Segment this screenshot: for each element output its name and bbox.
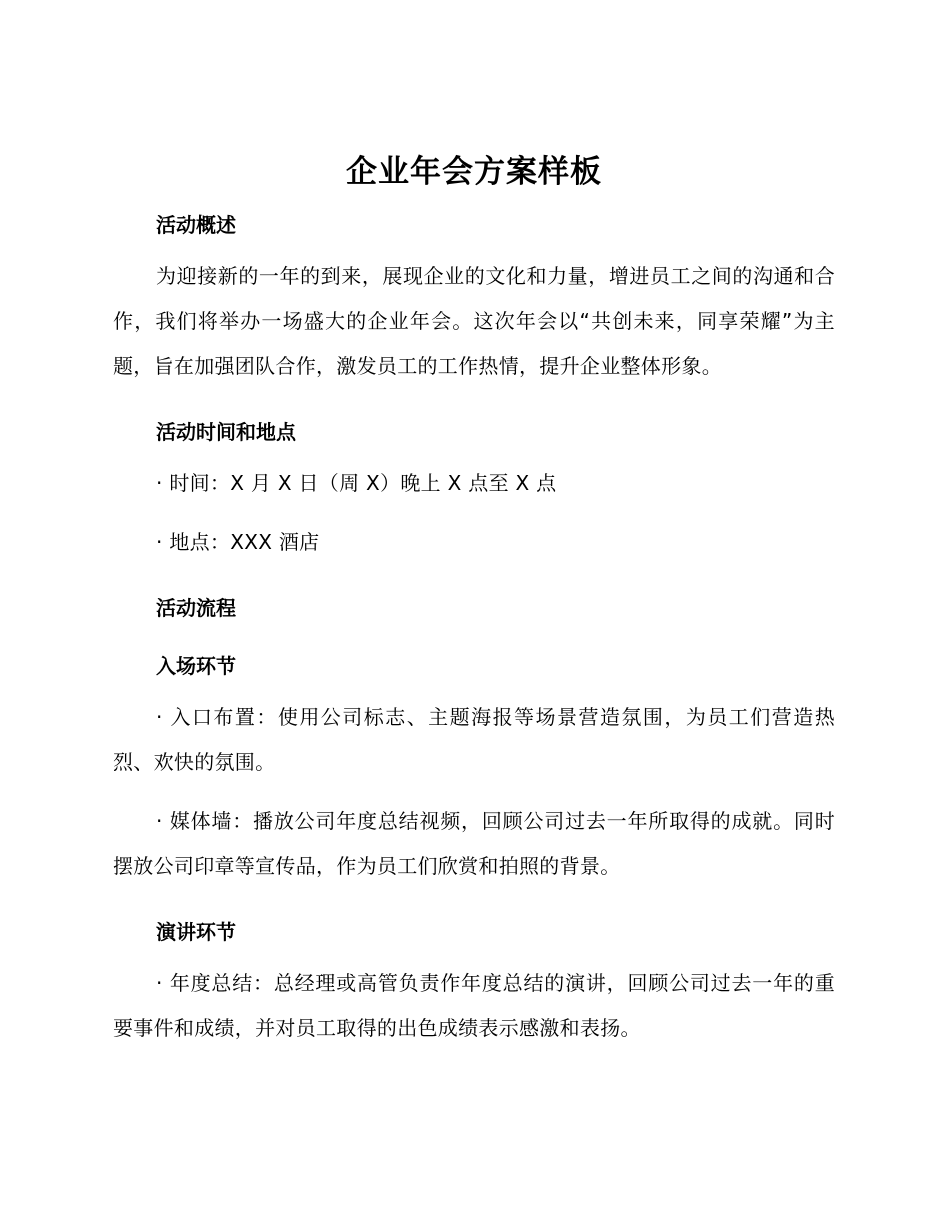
heading-entry: 入场环节 <box>156 654 236 678</box>
list-item-media-wall: · 媒体墙：播放公司年度总结视频，回顾公司过去一年所取得的成就。同时摆放公司印章等宣传品，作为员工们欣赏和拍照的背景。 <box>113 809 835 878</box>
list-item-time: · 时间：X 月 X 日（周 X）晚上 X 点至 X 点 <box>156 471 557 495</box>
list-item-annual-summary: · 年度总结：总经理或高管负责作年度总结的演讲，回顾公司过去一年的重要事件和成绩，并对员工取得的出色成绩表示感激和表扬。 <box>113 971 835 1040</box>
heading-time-place: 活动时间和地点 <box>156 420 296 444</box>
list-item-place: · 地点：XXX 酒店 <box>156 530 320 554</box>
paragraph-overview: 为迎接新的一年的到来，展现企业的文化和力量，增进员工之间的沟通和合作，我们将举办一场盛大的企业年会。这次年会以“共创未来，同享荣耀”为主题，旨在加强团队合作，激发员工的工作热情，提升企业整体形象。 <box>113 264 835 378</box>
heading-speech: 演讲环节 <box>156 920 236 944</box>
list-item-entrance-decoration: · 入口布置：使用公司标志、主题海报等场景营造氛围，为员工们营造热烈、欢快的氛围。 <box>113 705 835 774</box>
document-body <box>113 148 835 1051</box>
heading-overview: 活动概述 <box>156 213 236 237</box>
document-title: 企业年会方案样板 <box>346 154 602 190</box>
heading-flow: 活动流程 <box>156 596 236 620</box>
